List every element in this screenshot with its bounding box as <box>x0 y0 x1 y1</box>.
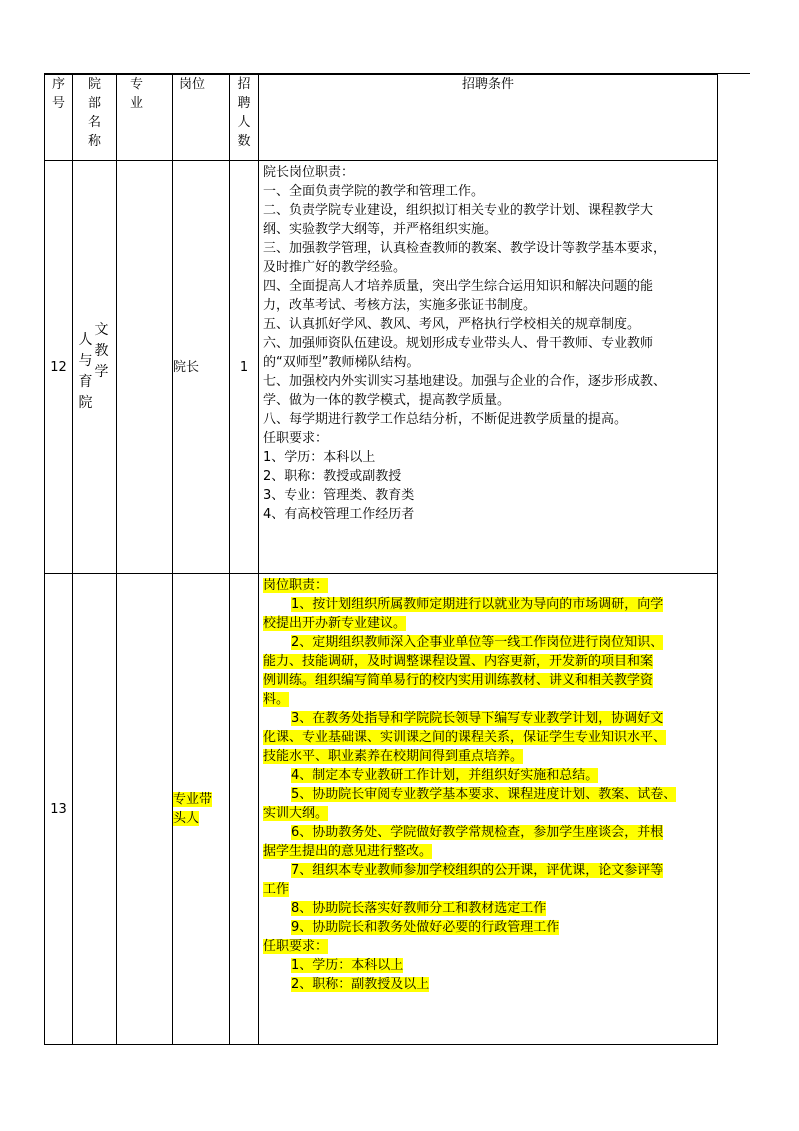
condition-line: 4、有高校管理工作经历者 <box>263 507 415 522</box>
row-conditions <box>259 574 718 1045</box>
condition-line: 院长岗位职责： <box>263 165 355 180</box>
condition-line: 技能水平、职业素养在校期间得到重点培养。 <box>263 749 524 764</box>
header-position: 岗位 <box>173 75 230 161</box>
college-col1: 人与育院 <box>78 332 93 411</box>
position-line: 头人 <box>173 811 200 826</box>
condition-line: 力，改革考试、考核方法，实施多张证书制度。 <box>263 298 537 313</box>
header-seq: 序号 <box>45 75 73 161</box>
condition-line: 工作 <box>263 882 290 897</box>
condition-line: 校提出开办新专业建议。 <box>263 616 407 631</box>
header-major: 专业 <box>117 75 173 161</box>
condition-line: 2、职称：副教授及以上 <box>291 977 430 992</box>
condition-line: 六、加强师资队伍建设。规划形成专业带头人、骨干教师、专业教师 <box>263 336 654 351</box>
condition-line: 岗位职责： <box>263 578 329 593</box>
row-conditions <box>259 161 718 574</box>
condition-line: 1、按计划组织所属教师定期进行以就业为导向的市场调研，向学 <box>291 597 664 612</box>
row-major <box>117 161 173 574</box>
condition-line: 9、协助院长和教务处做好必要的行政管理工作 <box>291 920 560 935</box>
condition-line: 7、组织本专业教师参加学校组织的公开课，评优课，论文参评等 <box>291 863 664 878</box>
condition-line: 五、认真抓好学风、教风、考风，严格执行学校相关的规章制度。 <box>263 317 641 332</box>
position-line: 专业带 <box>173 792 213 807</box>
row-count <box>230 574 259 1045</box>
header-row <box>45 75 718 161</box>
condition-line: 纲、实验教学大纲等，并严格组织实施。 <box>263 222 498 237</box>
condition-line: 及时推广好的教学经验。 <box>263 260 407 275</box>
row-college <box>73 574 117 1045</box>
table-row <box>45 161 718 574</box>
condition-line: 化课、专业基础课、实训课之间的课程关系，保证学生专业知识水平、 <box>263 730 667 745</box>
condition-line: 1、学历：本科以上 <box>263 450 376 465</box>
condition-line: 任职要求： <box>263 939 329 954</box>
row-college <box>73 161 117 574</box>
condition-line: 1、学历：本科以上 <box>291 958 404 973</box>
row-seq: 13 <box>45 574 73 1045</box>
condition-line: 二、负责学院专业建设，组织拟订相关专业的教学计划、课程教学大 <box>263 203 654 218</box>
condition-line: 学、做为一体的教学模式，提高教学质量。 <box>263 393 511 408</box>
condition-line: 任职要求： <box>263 431 329 446</box>
condition-line: 3、专业：管理类、教育类 <box>263 488 415 503</box>
header-count: 招聘人数 <box>230 75 259 161</box>
condition-line: 八、每学期进行教学工作总结分析，不断促进教学质量的提高。 <box>263 412 628 427</box>
condition-line: 料。 <box>263 692 290 707</box>
condition-line: 4、制定本专业教研工作计划，并组织好实施和总结。 <box>291 768 599 783</box>
condition-line: 七、加强校内外实训实习基地建设。加强与企业的合作，逐步形成教、 <box>263 374 667 389</box>
condition-line: 8、协助院长落实好教师分工和教材选定工作 <box>291 901 547 916</box>
college-col2: 文教学 <box>94 322 109 380</box>
condition-line: 四、全面提高人才培养质量，突出学生综合运用知识和解决问题的能 <box>263 279 654 294</box>
condition-line: 一、全面负责学院的教学和管理工作。 <box>263 184 485 199</box>
row-major <box>117 574 173 1045</box>
condition-line: 3、在教务处指导和学院院长领导下编写专业教学计划，协调好文 <box>291 711 664 726</box>
row-position <box>173 574 230 1045</box>
condition-line: 5、协助院长审阅专业教学基本要求、课程进度计划、教案、试卷、 <box>291 787 677 802</box>
row-position: 院长 <box>173 161 230 574</box>
condition-line: 据学生提出的意见进行整改。 <box>263 844 433 859</box>
header-college: 院部名称 <box>73 75 117 161</box>
condition-line: 2、职称：教授或副教授 <box>263 469 402 484</box>
header-conditions: 招聘条件 <box>259 75 718 161</box>
condition-line: 实训大纲。 <box>263 806 329 821</box>
condition-line: 三、加强教学管理，认真检查教师的教案、教学设计等教学基本要求， <box>263 241 667 256</box>
condition-line: 6、协助教务处、学院做好教学常规检查，参加学生座谈会，并根 <box>291 825 664 840</box>
condition-line: 能力、技能调研，及时调整课程设置、内容更新，开发新的项目和案 <box>263 654 654 669</box>
table-row <box>45 574 718 1045</box>
condition-line: 的“双师型”教师梯队结构。 <box>263 355 420 370</box>
condition-line: 例训练。组织编写简单易行的校内实用训练教材、讲义和相关教学资 <box>263 673 654 688</box>
recruitment-table <box>44 74 718 1045</box>
row-seq: 12 <box>45 161 73 574</box>
condition-line: 2、定期组织教师深入企事业单位等一线工作岗位进行岗位知识、 <box>291 635 664 650</box>
row-count: 1 <box>230 161 259 574</box>
